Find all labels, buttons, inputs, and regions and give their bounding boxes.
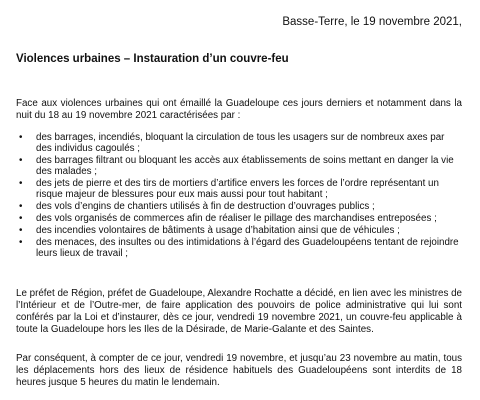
list-item (16, 201, 462, 212)
date-line: Basse-Terre, le 19 novembre 2021, (282, 16, 462, 28)
bullet-marker: • (19, 201, 23, 212)
bullet-marker: • (19, 237, 23, 248)
list-item-text: des barrages, incendiés, bloquant la circulation de tous les usagers sur de nombreux axes par des individus cagoulés ; (36, 132, 445, 154)
bullet-marker: • (19, 225, 23, 236)
list-item (16, 213, 462, 224)
bullet-marker: • (19, 155, 23, 166)
list-item-text: des jets de pierre et des tirs de mortiers d’artifice envers les forces de l’ordre représentant un risque majeur de blessures pour eux mais aussi pour tout habitant ; (36, 178, 439, 200)
bullet-marker: • (19, 132, 23, 143)
list-item (16, 132, 462, 154)
list-item-text: des menaces, des insultes ou des intimidations à l’égard des Guadeloupéens tentant de rejoindre leurs lieux de travail ; (36, 237, 459, 259)
list-item (16, 237, 462, 259)
prefet-decision-paragraph: Le préfet de Région, préfet de Guadeloupe, Alexandre Rochatte a décidé, en lien avec les ministres de l’Intérieur et de l’Outre-mer, de faire application des pouvoirs de police administrative qui lui sont conférés par la Loi et d’instaurer, dès ce jour, vendredi 19 novembre 2021, un couvre-feu applicable à toute la Guadeloupe hors les Iles de la Désirade, de Marie-Galante et des Saintes. (16, 288, 462, 335)
bullet-marker: • (19, 213, 23, 224)
list-item-text: des incendies volontaires de bâtiments à usage d’habitation ainsi que de véhicules ; (36, 225, 400, 236)
list-item-text: des vols organisés de commerces afin de réaliser le pillage des marchandises entreposées ; (36, 213, 437, 224)
list-item-text: des vols d’engins de chantiers utilisés à fin de destruction d’ouvrages publics ; (36, 201, 375, 212)
curfew-terms-paragraph: Par conséquent, à compter de ce jour, vendredi 19 novembre, et jusqu’au 23 novembre au matin, tous les déplacements hors des lieux de résidence habituels des Guadeloupéens sont interdits de 18 heures jusque 5 heures du matin le lendemain. (16, 353, 462, 388)
document-title: Violences urbaines – Instauration d’un couvre-feu (16, 53, 289, 65)
list-item (16, 178, 462, 200)
violence-list (16, 132, 462, 260)
list-item (16, 155, 462, 177)
bullet-marker: • (19, 178, 23, 189)
list-item (16, 225, 462, 236)
intro-paragraph: Face aux violences urbaines qui ont émaillé la Guadeloupe ces jours derniers et notamment dans la nuit du 18 au 19 novembre 2021 caractérisées par : (16, 98, 462, 121)
list-item-text: des barrages filtrant ou bloquant les accès aux établissements de soins mettant en danger la vie des malades ; (36, 155, 454, 177)
